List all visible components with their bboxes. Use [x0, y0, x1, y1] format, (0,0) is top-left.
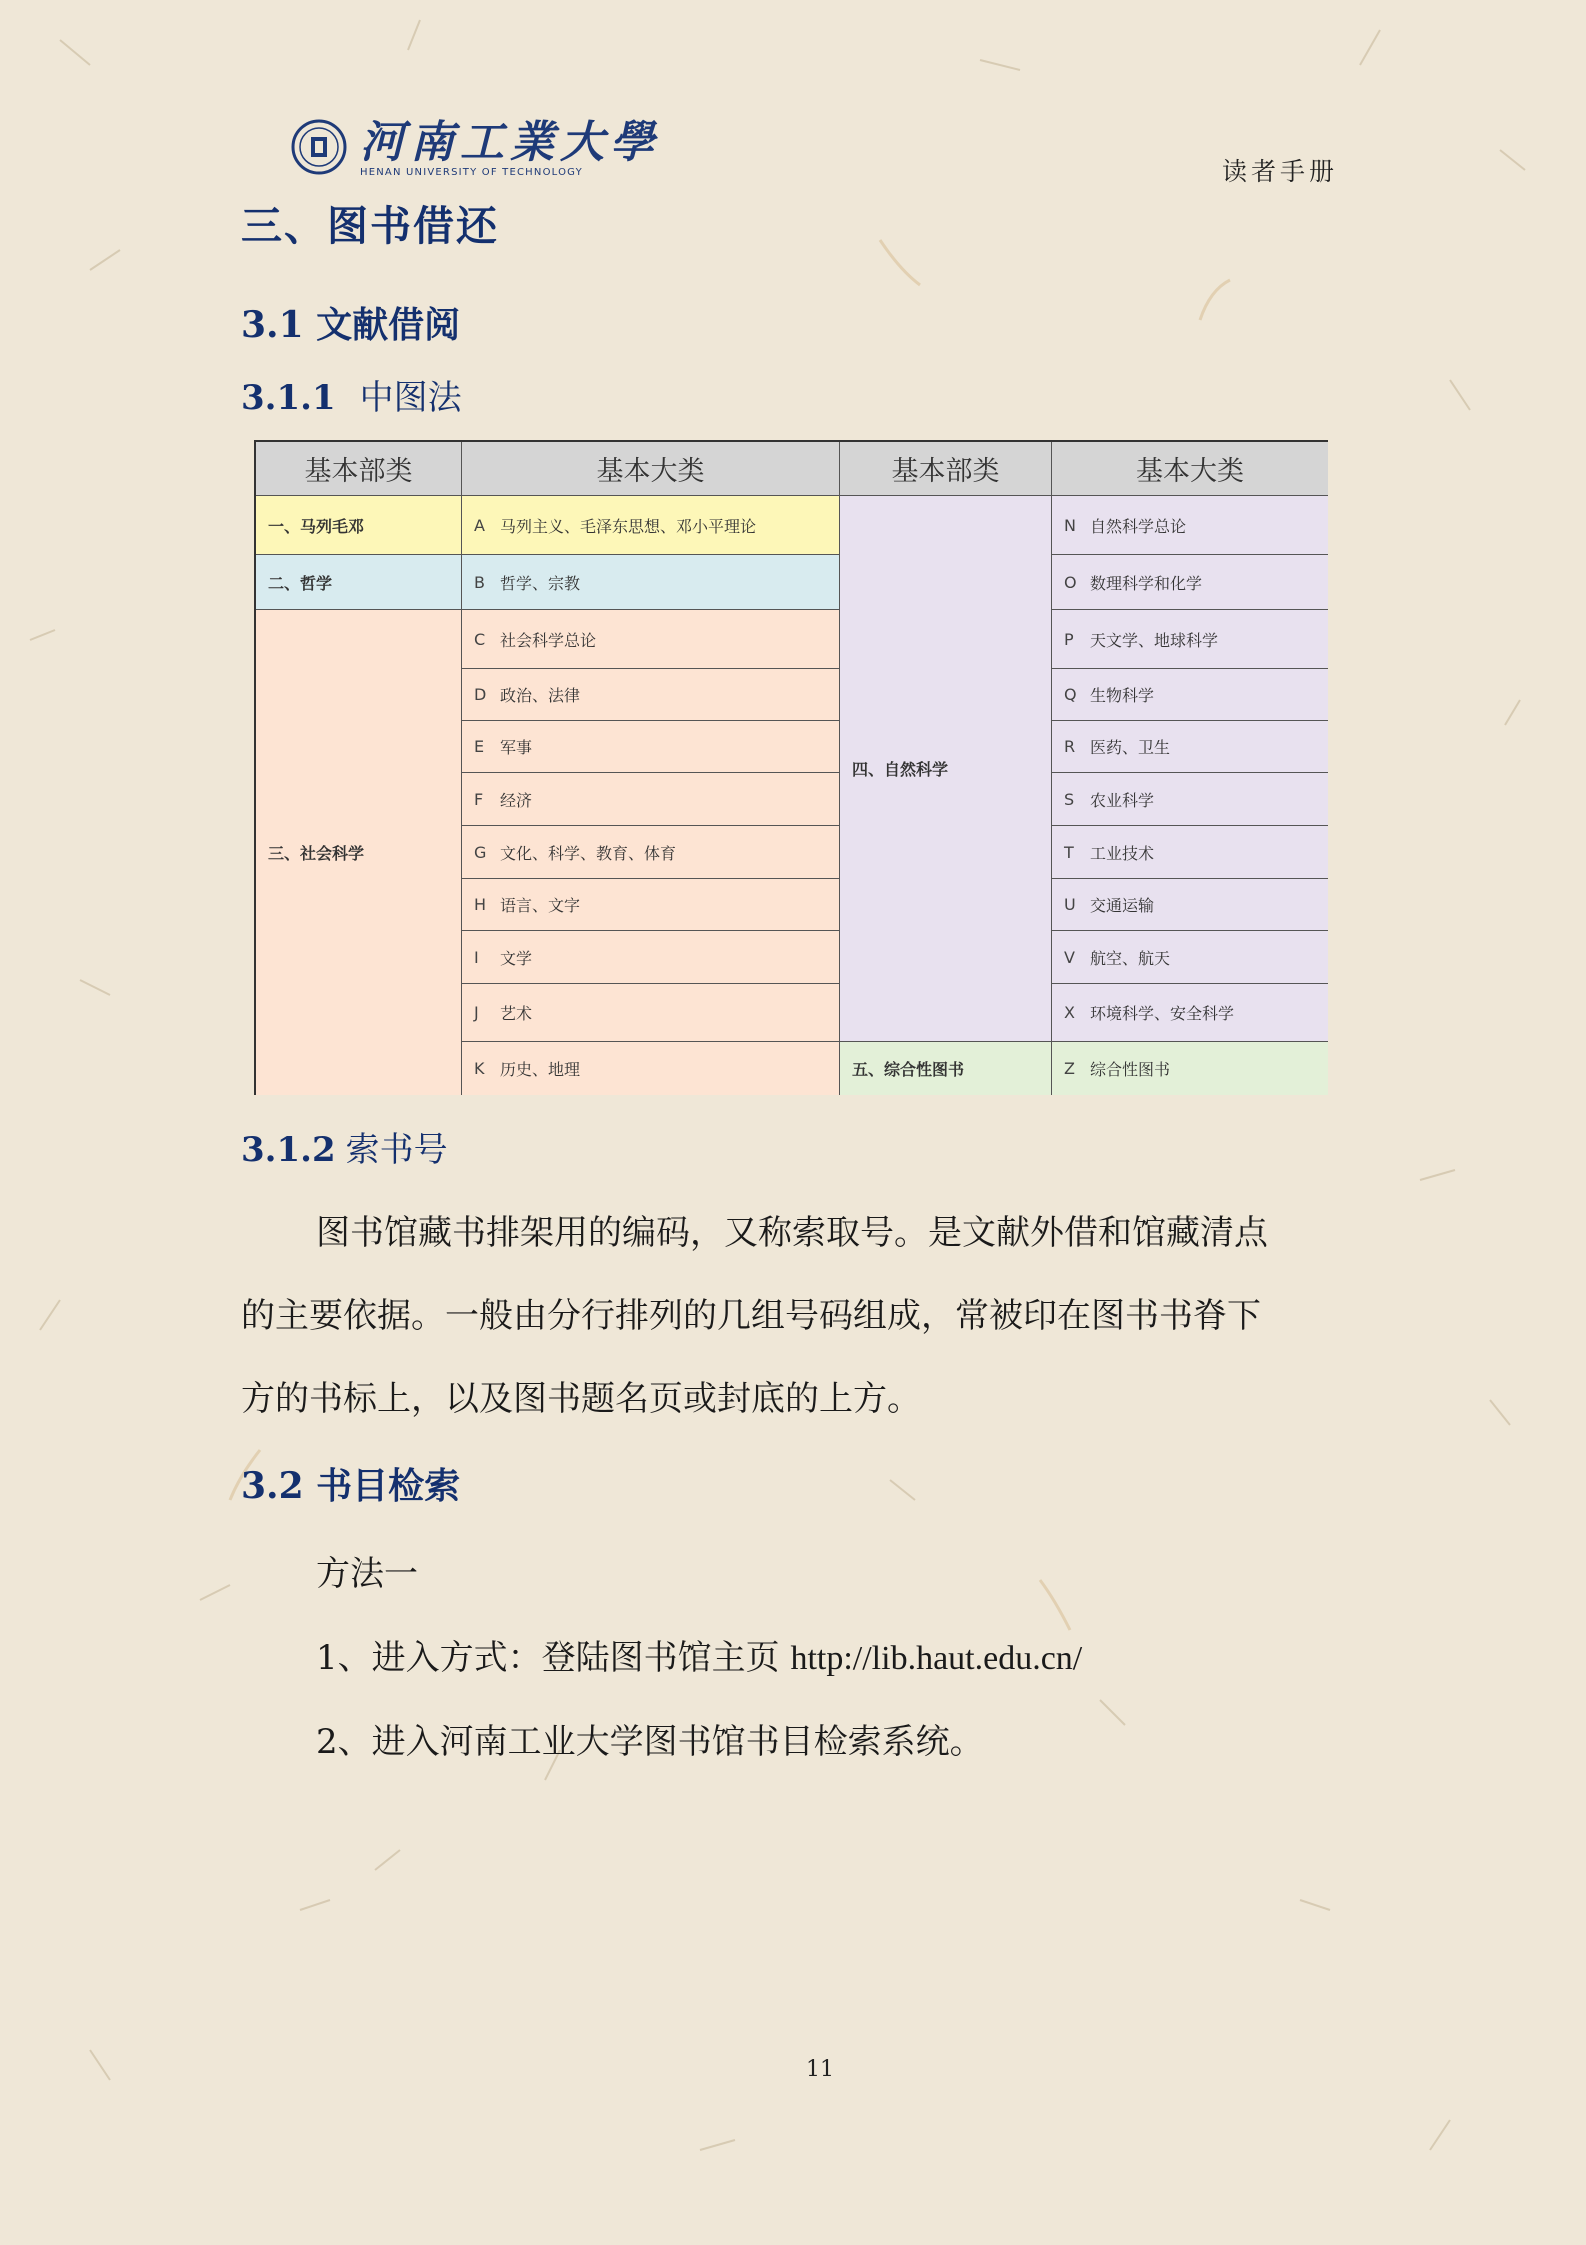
class-name: 语言、文字 — [500, 896, 581, 915]
class-row — [462, 669, 840, 721]
class-row — [1052, 984, 1328, 1042]
class-code: B — [474, 572, 485, 592]
group-cell: 四、自然科学 — [840, 496, 1052, 1042]
class-row — [462, 721, 840, 773]
group-cell: 一、马列毛邓 — [256, 496, 462, 555]
class-row — [1052, 610, 1328, 669]
class-code: X — [1064, 1003, 1075, 1022]
class-row — [1052, 669, 1328, 721]
class-code: O — [1064, 572, 1077, 592]
university-emblem-icon — [290, 118, 348, 176]
section-number: 3.1.2 — [241, 1130, 336, 1170]
class-code: I — [474, 947, 479, 967]
class-code: F — [474, 789, 484, 809]
step-1-text: 1、进入方式：登陆图书馆主页 — [316, 1638, 791, 1678]
group-cell: 三、社会科学 — [256, 610, 462, 1095]
class-code: D — [474, 685, 487, 704]
table-header: 基本部类 — [840, 442, 1052, 496]
class-name: 工业技术 — [1090, 843, 1155, 863]
section-heading-3-1-1 — [241, 370, 462, 419]
class-code: J — [474, 1003, 479, 1022]
class-code: K — [474, 1059, 485, 1078]
class-code: N — [1064, 515, 1076, 535]
class-name: 文化、科学、教育、体育 — [500, 843, 677, 863]
class-code: C — [474, 629, 486, 649]
class-name: 政治、法律 — [500, 686, 581, 705]
class-name: 文学 — [500, 948, 533, 968]
class-code: Q — [1064, 685, 1077, 704]
paragraph-line: 的主要依据。一般由分行排列的几组号码组成，常被印在图书书脊下 — [241, 1296, 1261, 1336]
class-row — [462, 826, 840, 879]
class-code: U — [1064, 895, 1076, 914]
university-english-name: HENAN UNIVERSITY OF TECHNOLOGY — [360, 167, 583, 178]
paragraph-line: 方的书标上，以及图书题名页或封底的上方。 — [241, 1379, 921, 1419]
class-name: 自然科学总论 — [1090, 516, 1187, 536]
class-name: 农业科学 — [1090, 790, 1155, 810]
class-row — [462, 610, 840, 669]
table-header: 基本大类 — [462, 442, 840, 496]
class-name: 经济 — [500, 790, 533, 810]
group-cell: 五、综合性图书 — [840, 1042, 1052, 1095]
section-title: 索书号 — [345, 1130, 448, 1170]
class-name: 交通运输 — [1090, 896, 1155, 915]
class-code: Z — [1064, 1059, 1075, 1078]
library-url-link[interactable]: http://lib.haut.edu.cn/ — [790, 1640, 1083, 1677]
class-row — [1052, 721, 1328, 773]
class-row — [1052, 496, 1328, 555]
class-code: A — [474, 515, 485, 535]
class-name: 哲学、宗教 — [500, 573, 581, 593]
section-title: 中图法 — [359, 378, 462, 418]
section-heading-3-1: 3.1 文献借阅 — [241, 304, 461, 346]
paragraph-line: 图书馆藏书排架用的编码，又称索取号。是文献外借和馆藏清点 — [316, 1213, 1268, 1253]
class-row — [462, 496, 840, 555]
class-name: 艺术 — [500, 1004, 533, 1023]
class-row — [462, 773, 840, 826]
university-logo — [290, 118, 350, 186]
class-row — [1052, 555, 1328, 610]
page-number: 11 — [806, 2057, 834, 2082]
class-row — [462, 879, 840, 931]
class-name: 生物科学 — [1090, 686, 1155, 705]
class-code: G — [474, 842, 487, 862]
header-title: 读者手册 — [1222, 157, 1339, 186]
step-2: 2、进入河南工业大学图书馆书目检索系统。 — [316, 1722, 984, 1762]
class-code: H — [474, 895, 487, 914]
class-code: E — [474, 737, 485, 756]
university-name: 河南工業大學 — [360, 117, 660, 168]
section-heading-3-2: 3.2 书目检索 — [241, 1465, 461, 1507]
classification-table — [254, 440, 1328, 1095]
table-header: 基本部类 — [256, 442, 462, 496]
method-label: 方法一 — [316, 1554, 418, 1594]
class-code: T — [1064, 842, 1074, 862]
section-heading-3-1-2 — [241, 1122, 448, 1171]
class-code: S — [1064, 789, 1075, 809]
class-row — [462, 1042, 840, 1095]
class-name: 马列主义、毛泽东思想、邓小平理论 — [500, 516, 757, 536]
class-row — [462, 931, 840, 984]
class-name: 综合性图书 — [1090, 1060, 1171, 1079]
class-row — [1052, 826, 1328, 879]
class-name: 航空、航天 — [1090, 948, 1171, 968]
class-row — [462, 984, 840, 1042]
class-name: 数理科学和化学 — [1090, 573, 1203, 593]
group-cell: 二、哲学 — [256, 555, 462, 610]
class-row — [1052, 879, 1328, 931]
class-name: 天文学、地球科学 — [1090, 630, 1219, 650]
class-row — [1052, 773, 1328, 826]
class-code: R — [1064, 737, 1076, 756]
class-name: 环境科学、安全科学 — [1090, 1004, 1235, 1023]
class-code: P — [1064, 629, 1074, 649]
section-number: 3.1.1 — [241, 378, 336, 418]
class-name: 军事 — [500, 738, 533, 757]
class-row — [1052, 1042, 1328, 1095]
chapter-title: 三、图书借还 — [241, 202, 499, 250]
class-code: V — [1064, 947, 1075, 967]
class-name: 医药、卫生 — [1090, 738, 1171, 757]
table-header: 基本大类 — [1052, 442, 1328, 496]
class-name: 历史、地理 — [500, 1060, 581, 1079]
class-row — [1052, 931, 1328, 984]
step-1 — [316, 1630, 1082, 1679]
class-name: 社会科学总论 — [500, 630, 597, 650]
class-row — [462, 555, 840, 610]
